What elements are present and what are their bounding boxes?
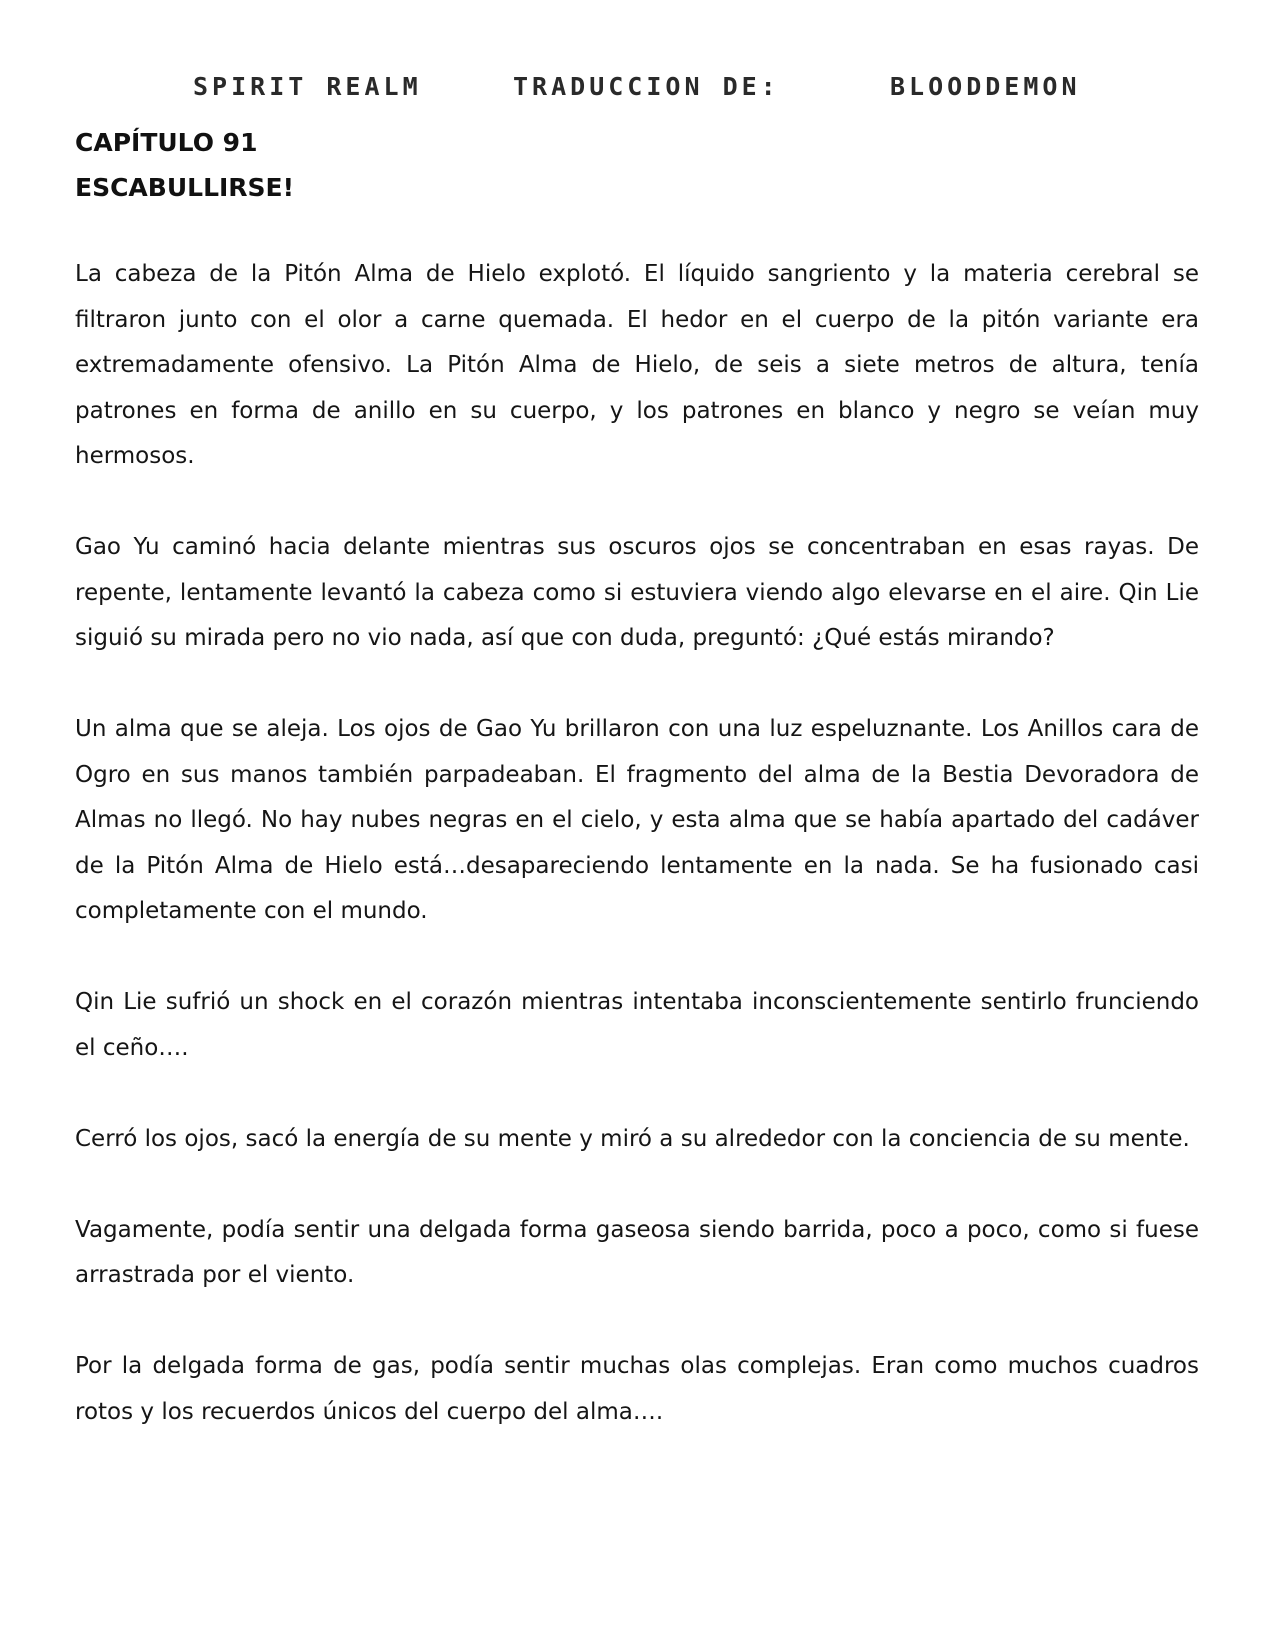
paragraph: Gao Yu caminó hacia delante mientras sus oscuros ojos se concentraban en esas rayas. De repente, lentamente levantó la cabeza como si estuviera viendo algo elevarse en el aire. Qin Lie siguió su mirada pero no vio nada, así que con duda, preguntó: ¿Qué estás mirando? (75, 534, 1199, 651)
paragraph: Vagamente, podía sentir una delgada forma gaseosa siendo barrida, poco a poco, como si fuese arrastrada por el viento. (75, 1216, 1199, 1288)
header-series-name: SPIRIT REALM (193, 72, 422, 101)
chapter-title: ESCABULLIRSE! (75, 173, 295, 202)
header-translator-name: BLOODDEMON (890, 72, 1081, 101)
paragraph: Cerró los ojos, sacó la energía de su mente y miró a su alrededor con la conciencia de su mente. (75, 1125, 1190, 1152)
paragraph: Un alma que se aleja. Los ojos de Gao Yu brillaron con una luz espeluznante. Los Anillos cara de Ogro en sus manos también parpadeaban. El fragmento del alma de la Bestia Devoradora de Almas no llegó. No hay nubes negras en el cielo, y esta alma que se había apartado del cadáver de la Pitón Alma de Hielo está…desapareciendo lentamente en la nada. Se ha fusionado casi completamente con el mundo. (75, 716, 1199, 924)
chapter-number: CAPÍTULO 91 (75, 128, 258, 157)
header-translation-label: TRADUCCION DE: (513, 72, 780, 101)
chapter-body (75, 252, 1199, 1481)
chapter-heading (75, 120, 294, 210)
paragraph: Por la delgada forma de gas, podía sentir muchas olas complejas. Eran como muchos cuadros rotos y los recuerdos únicos del cuerpo del alma…. (75, 1353, 1199, 1425)
paragraph: La cabeza de la Pitón Alma de Hielo explotó. El líquido sangriento y la materia cerebral se filtraron junto con el olor a carne quemada. El hedor en el cuerpo de la pitón variante era extremadamente ofensivo. La Pitón Alma de Hielo, de seis a siete metros de altura, tenía patrones en forma de anillo en su cuerpo, y los patrones en blanco y negro se veían muy hermosos. (75, 261, 1199, 469)
paragraph: Qin Lie sufrió un shock en el corazón mientras intentaba inconscientemente sentirlo frunciendo el ceño…. (75, 989, 1199, 1061)
page-header (0, 72, 1275, 112)
